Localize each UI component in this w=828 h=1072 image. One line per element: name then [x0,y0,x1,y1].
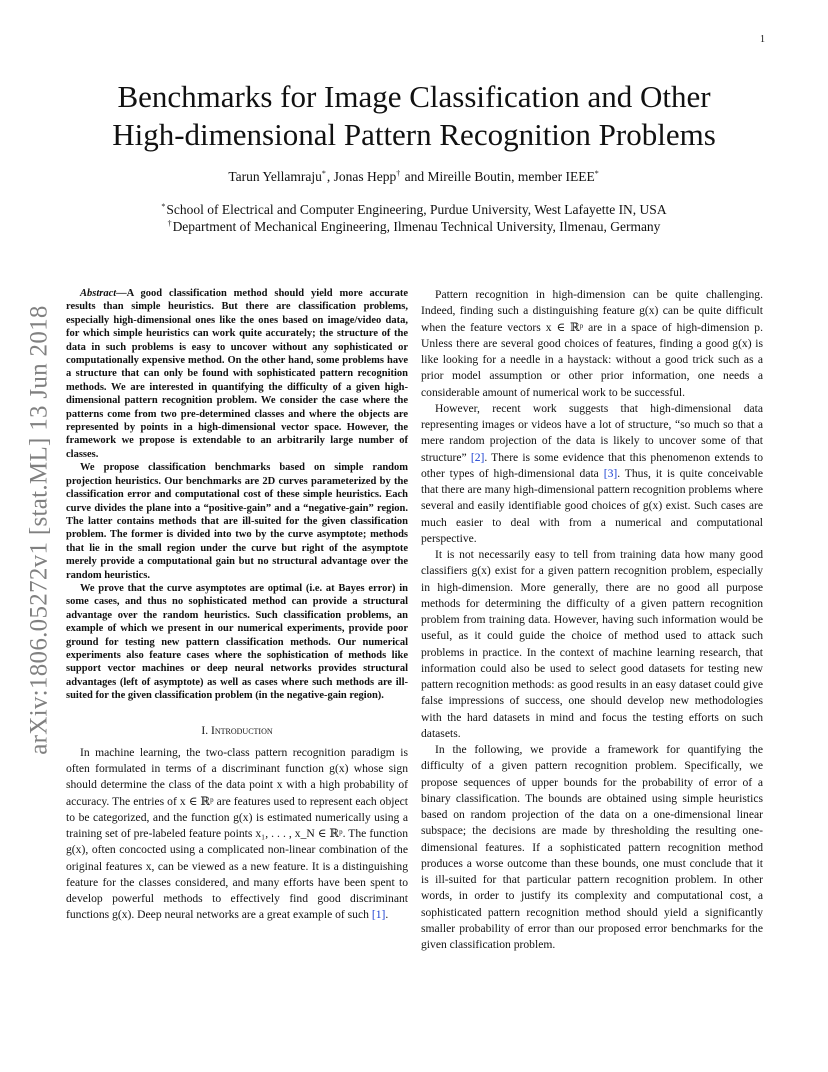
right-paragraph-2 [421,401,763,547]
author-list [60,169,768,185]
affiliation-1-text: School of Electrical and Computer Engineering, Purdue University, West Lafayette IN, USA [166,202,667,217]
affiliation-2 [60,219,768,235]
section-title: Introduction [211,723,273,737]
author-sep-1: , Jonas Hepp [326,169,397,184]
abstract-paragraph-1 [66,287,408,461]
right-text-2c: . Thus, it is quite conceivable that there are many high-dimensional pattern recognition problems where several and easily identifiable good choices of g(x) exist. Such cases are much easier to deal with from a numerical and computational perspective. [421,466,764,545]
right-text-2b: . There is some evidence that this phenomenon extends to other types of high-dimensional data [421,450,763,480]
citation-link-2[interactable]: [2] [470,450,485,464]
affiliation-2-mark: † [167,219,172,228]
arxiv-id: arXiv:1806.05272v1 [stat.ML] 13 Jun 2018 [26,305,53,755]
abstract-paragraph-3: We prove that the curve asymptotes are optimal (i.e. at Bayes error) in some cases, and thus no sophisticated method can provide a structural advantage over the random heuristics. Such classification problems, an example of which we present in our numerical experiments, provide poor ground for testing new pattern classification methods. Our numerical experiments also feature cases where the sophistication of methods like support vector machines or deep neural networks provides structural advantages (left of asymptote) as well as cases where such methods are ill-suited for the given classification problem (in the negative-gain region). [66,582,408,702]
right-column [421,287,763,953]
author-sep-2: and Mireille Boutin, member IEEE [401,169,595,184]
right-paragraph-4: In the following, we provide a framework for quantifying the difficulty of a given pattern recognition problem. Specifically, we propose sequences of upper bounds for the probability of error of a binary classification. The bounds are obtained using simple heuristics based on random projection of the data on a one-dimensional linear subspace; the decisions are made by thresholding the resulting one-dimensional features. If a sophisticated pattern recognition method produces a worse outcome than these bounds, one must conclude that it is ill-suited for that particular pattern recognition problem. In other words, in order to justify its complexity and computational cost, a sophisticated pattern recognition method should yield a significantly smaller probability of error than our proposed error benchmarks for the given classification problem. [421,743,763,951]
title-line-2: High-dimensional Pattern Recognition Problems [112,117,716,152]
abstract-paragraph-2: We propose classification benchmarks based on simple random projection heuristics. Our benchmarks are 2D curves parameterized by the classification error and computational cost of these simple heuristics. Each curve divides the plane into a “positive-gain” and a “negative-gain” region. The latter contains methods that are ill-suited for the given classification problem. The former is divided into two by the curve asymptote; methods that lie in the small region under the curve but right of the asymptote merely provide a computational gain but no structural advantage over the random heuristics. [66,462,408,581]
intro-text-1: In machine learning, the two-class pattern recognition paradigm is often formulated in terms of a discriminant function g(x) whose sign should determine the class of the data point x with a high probability of accuracy. The entries of x ∈ ℝᵖ are features used to represent each object to be categorized, and the function g(x) is estimated numerically using a training set of pre-labeled feature points x₁, . . . , x_N ∈ ℝᵖ. The function g(x), often concocted using a complicated non-linear combination of the original features x, can be viewed as a new feature. It is a distinguishing feature for the classes considered, and many efforts have been spent to develop powerful methods to effectively find good discriminant functions g(x). Deep neural networks are a great example of such [66,745,408,922]
affiliation-2-text: Department of Mechanical Engineering, Ilmenau Technical University, Ilmenau, Germany [172,219,661,234]
section-numeral: I. [201,723,212,737]
paper-title [60,78,768,154]
abstract [66,287,408,703]
citation-link-1[interactable]: [1] [371,908,386,922]
page-number: 1 [760,34,765,45]
affiliation-1 [60,202,768,218]
right-paragraph-3: It is not necessarily easy to tell from training data how many good classifiers g(x) exist for a given pattern recognition problem, especially in high-dimension. More generally, there are no good all purpose methods for determining the difficulty of a given pattern recognition problem from training data. However, having such information would be useful, as it could guide the choice of method used to attack such problems in practice. In the context of machine learning research, that information could also be used to select good datasets for testing new pattern recognition methods: as good results in an easy dataset could give false impressions of success, one should develop new methodologies with the hard datasets in mind and focus the testing efforts on such datasets. [421,548,763,740]
affiliation-1-mark: * [161,202,166,211]
author-1: Tarun Yellamraju [228,169,322,184]
right-paragraph-1: Pattern recognition in high-dimension can be quite challenging. Indeed, finding such a distinguishing feature g(x) can be quite difficult when the feature vectors x ∈ ℝᵖ are in a space of high-dimension p. Unless there are several good choices of features, finding a good g(x) is like looking for a needle in a haystack: without a good trick such as a prior model assumption or other prior information, one needs a considerable amount of numerical work to be successful. [421,288,763,399]
abstract-label: Abstract [80,288,117,299]
intro-text-1-end: . [385,908,389,922]
right-text-2a: However, recent work suggests that high-dimensional data representing images or videos have a lot of structure, “so much so that a mere random projection of the data is likely to uncover some of that structure” [421,401,763,464]
citation-link-3[interactable]: [3] [603,466,618,480]
intro-paragraph-1 [66,745,408,924]
section-heading-introduction [66,723,408,739]
left-column [66,287,408,924]
author-3-mark: * [594,169,599,178]
arxiv-watermark [22,285,58,775]
title-line-1: Benchmarks for Image Classification and Other [117,79,711,114]
abstract-text-1: —A good classification method should yield more accurate results than simple heuristics. But there are classification problems, especially high-dimensional ones like the ones based on image/video data, for which simple heuristics can work quite accurately; the structure of the data in such problems is easy to uncover without any sophisticated or computationally expensive method. On the other hand, some problems have a structure that can only be found with sophisticated pattern recognition methods. We are interested in quantifying the difficulty of a given high-dimensional pattern recognition problem. We consider the case where the patterns come from two pre-determined classes and where the objects are represented by points in a high-dimensional vector space. However, the framework we propose is extendable to an arbitrarily large number of classes. [66,288,408,460]
author-1-mark: * [321,169,326,178]
author-2-mark: † [396,169,401,178]
